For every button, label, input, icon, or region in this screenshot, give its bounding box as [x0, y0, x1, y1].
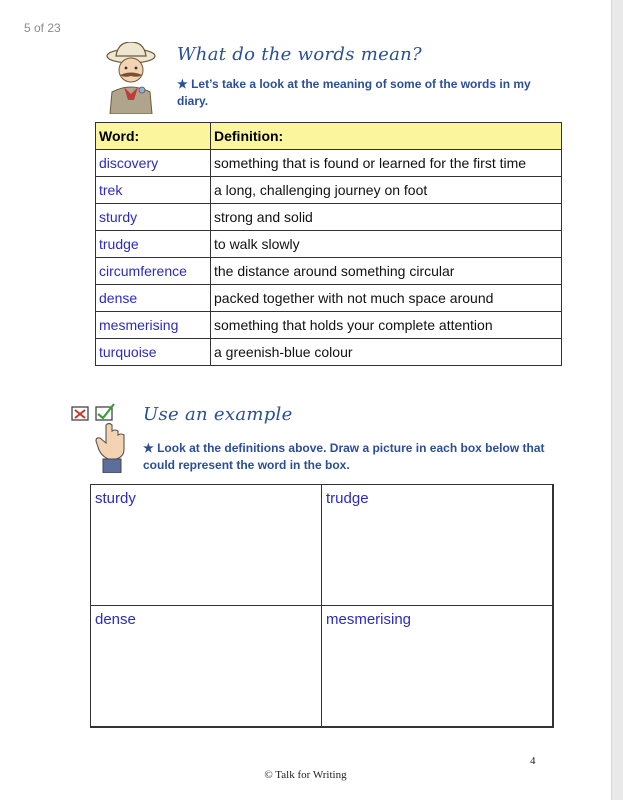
- vocabulary-table: [95, 122, 562, 366]
- table-row: [96, 150, 562, 177]
- definition-header: Definition:: [211, 123, 562, 150]
- definition-cell: strong and solid: [211, 204, 562, 231]
- section-title: Use an example: [143, 404, 293, 425]
- page-number: 4: [530, 755, 536, 767]
- drawing-grid: [90, 484, 554, 728]
- drawing-box[interactable]: mesmerising: [321, 605, 553, 727]
- word-cell: turquoise: [96, 339, 211, 366]
- table-row: [96, 312, 562, 339]
- section-title: What do the words mean?: [177, 44, 422, 65]
- definition-cell: a greenish-blue colour: [211, 339, 562, 366]
- word-cell: trek: [96, 177, 211, 204]
- table-row: [96, 177, 562, 204]
- word-cell: dense: [96, 285, 211, 312]
- definition-cell: to walk slowly: [211, 231, 562, 258]
- table-header-row: [96, 123, 562, 150]
- definition-cell: a long, challenging journey on foot: [211, 177, 562, 204]
- explorer-illustration: [98, 42, 164, 114]
- table-row: [96, 339, 562, 366]
- definition-cell: packed together with not much space around: [211, 285, 562, 312]
- word-cell: mesmerising: [96, 312, 211, 339]
- table-row: [96, 204, 562, 231]
- definition-cell: something that is found or learned for the first time: [211, 150, 562, 177]
- drawing-box[interactable]: dense: [90, 605, 322, 727]
- table-row: [96, 231, 562, 258]
- section-instruction: ★ Let’s take a look at the meaning of some of the words in my diary.: [177, 77, 531, 108]
- drawing-box[interactable]: sturdy: [90, 484, 322, 606]
- page-edge: [611, 0, 623, 800]
- definition-cell: the distance around something circular: [211, 258, 562, 285]
- table-row: [96, 258, 562, 285]
- word-cell: trudge: [96, 231, 211, 258]
- drawing-box[interactable]: trudge: [321, 484, 553, 606]
- table-row: [96, 285, 562, 312]
- section-instruction: ★ Look at the definitions above. Draw a picture in each box below that could represent the word in the box.: [143, 441, 545, 472]
- word-cell: sturdy: [96, 204, 211, 231]
- word-cell: circumference: [96, 258, 211, 285]
- copyright-notice: © Talk for Writing: [264, 769, 347, 781]
- word-cell: discovery: [96, 150, 211, 177]
- definition-cell: something that holds your complete attention: [211, 312, 562, 339]
- page-indicator: 5 of 23: [24, 21, 61, 35]
- checklist-hand-icon: [70, 403, 132, 473]
- word-header: Word:: [96, 123, 211, 150]
